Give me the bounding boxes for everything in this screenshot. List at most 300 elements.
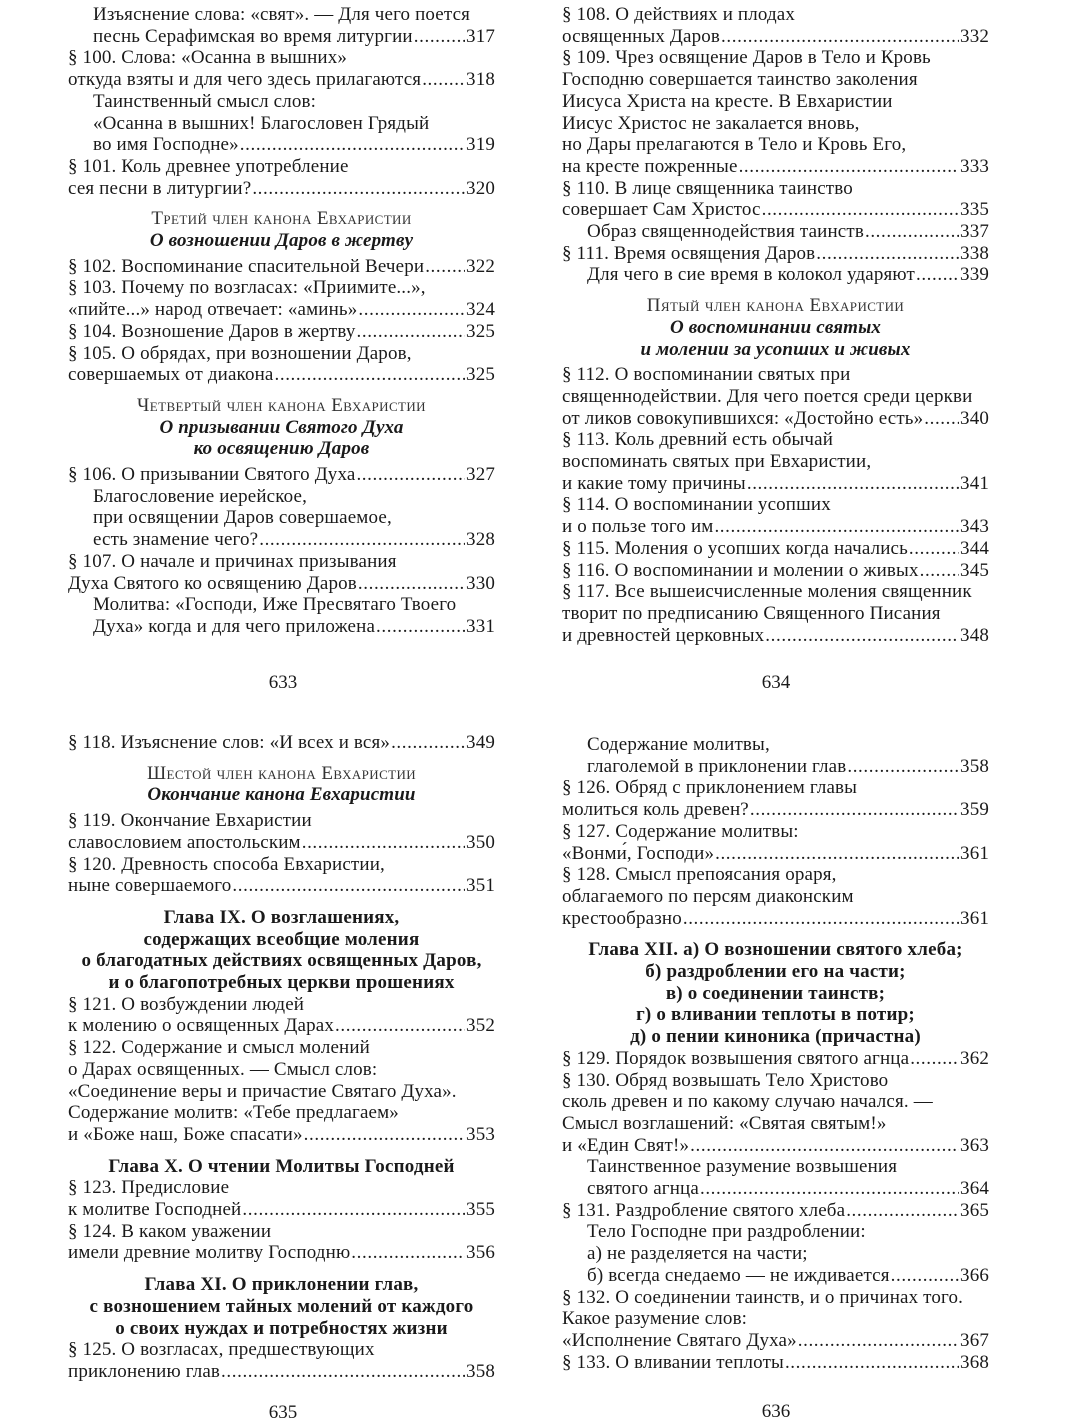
chapter-heading-line: Глава XII. а) О возношении святого хлеба; (588, 939, 963, 961)
entry-title-line: глаголемой в приклонении глав (587, 755, 847, 777)
entry-last-line (562, 516, 989, 538)
toc-entry[interactable] (562, 178, 989, 221)
toc-entry[interactable] (562, 47, 989, 177)
entry-title-line: на кресте пожренные (562, 155, 738, 177)
entry-title-line: воспоминать святых при Евхаристии, (562, 451, 872, 473)
chapter-heading-line: о благодатных действиях освященных Даров, (81, 950, 482, 972)
entry-title-line: § 117. Все вышеисчисленные моления священник (562, 581, 972, 603)
entry-title-line: § 110. В лице священника таинство (562, 177, 853, 199)
entry-title-line: к молитве Господней (68, 1199, 242, 1221)
toc-entry[interactable] (68, 47, 495, 90)
toc-page-635 (68, 732, 495, 1383)
entry-page-number: 344 (960, 537, 989, 559)
entry-page-number: 335 (960, 199, 989, 221)
section-heading-smallcaps: Пятый член канона Евхаристии (646, 295, 905, 317)
entry-page-number: 367 (960, 1329, 989, 1351)
chapter-heading (562, 939, 989, 1048)
entry-title-line: Духа» когда и для чего приложена (93, 615, 376, 637)
toc-entry[interactable] (562, 1200, 989, 1222)
section-heading (68, 763, 495, 806)
entry-page-number: 338 (960, 242, 989, 264)
entry-title-line: § 115. Моления о усопших когда начались (562, 537, 908, 559)
entry-title-line: § 131. Раздробление святого хлеба (562, 1199, 846, 1221)
entry-title-line: «Соединение веры и причастие Святаго Духа». (68, 1080, 457, 1102)
entry-last-line (68, 875, 495, 897)
toc-entry[interactable] (562, 1352, 989, 1374)
entry-title-line: святого агнца (587, 1178, 699, 1200)
toc-entry[interactable] (562, 864, 989, 929)
entry-title-line: к молению о освященных Дарах (68, 1015, 335, 1037)
entry-title-line: Духа Святого ко освящению Даров (68, 572, 357, 594)
entry-title-line: совершаемых от диакона (68, 364, 274, 386)
toc-entry[interactable] (562, 1156, 989, 1199)
dot-leader (358, 299, 465, 321)
entry-title-line: ныне совершаемого (68, 875, 232, 897)
entry-last-line (562, 908, 989, 930)
entry-page-number: 319 (466, 134, 495, 156)
dot-leader (242, 1199, 465, 1221)
entry-last-line (562, 473, 989, 495)
entry-page-number: 368 (960, 1351, 989, 1373)
entry-page-number: 364 (960, 1178, 989, 1200)
dot-leader (221, 1361, 465, 1383)
entry-title-line: «пийте...» народ отвечает: «аминь» (68, 299, 358, 321)
section-subtitle-line: и молении за усопших и живых (640, 338, 911, 360)
entry-last-line (68, 1199, 495, 1221)
dot-leader (391, 732, 465, 754)
entry-title-line: § 123. Предисловие (68, 1177, 230, 1199)
entry-last-line (562, 156, 989, 178)
entry-last-line (68, 464, 495, 486)
toc-page-633 (68, 4, 495, 638)
dot-leader (924, 408, 959, 430)
chapter-heading-line: д) о пении киноника (причастна) (630, 1026, 921, 1048)
entry-title-line: § 106. О призывании Святого Духа (68, 464, 356, 486)
dot-leader (910, 1048, 959, 1070)
dot-leader (690, 1135, 959, 1157)
entry-last-line (587, 1178, 989, 1200)
entry-title-line: «Вонми́, Господи» (562, 842, 715, 864)
entry-last-line (562, 538, 989, 560)
entry-title-line: § 113. Коль древний есть обычай (562, 429, 834, 451)
entry-title-line: крестообразно (562, 907, 682, 929)
entry-title-line: § 114. О воспоминании усопших (562, 494, 831, 516)
toc-entry[interactable] (68, 321, 495, 343)
dot-leader (715, 843, 959, 865)
dot-leader (909, 538, 959, 560)
chapter-heading (68, 1274, 495, 1339)
entry-last-line (562, 799, 989, 821)
dot-leader (700, 1178, 959, 1200)
dot-leader (847, 756, 959, 778)
dot-leader (240, 134, 465, 156)
dot-leader (762, 199, 959, 221)
dot-leader (798, 1330, 959, 1352)
entry-title-line: § 126. Обряд с приклонением главы (562, 777, 858, 799)
entry-last-line (562, 1200, 989, 1222)
entry-page-number: 351 (466, 875, 495, 897)
entry-title-line: § 108. О действиях и плодах (562, 4, 796, 25)
chapter-heading-line: б) раздроблении его на части; (645, 961, 906, 983)
section-heading (562, 295, 989, 360)
entry-last-line (562, 1352, 989, 1374)
entry-title-line: творит по предписанию Священного Писания (562, 602, 941, 624)
dot-leader (865, 221, 959, 243)
entry-last-line (68, 1361, 495, 1383)
entry-last-line (68, 69, 495, 91)
entry-page-number: 352 (466, 1015, 495, 1037)
entry-last-line (93, 616, 495, 638)
entry-last-line (68, 573, 495, 595)
entry-title-line: приклонению глав (68, 1360, 221, 1382)
toc-entry[interactable] (68, 464, 495, 486)
toc-entry[interactable] (68, 156, 495, 199)
entry-last-line (68, 299, 495, 321)
dot-leader (275, 364, 466, 386)
entry-last-line (562, 843, 989, 865)
entry-last-line (68, 832, 495, 854)
dot-leader (252, 178, 465, 200)
dot-leader (785, 1352, 959, 1374)
entry-title-line: молиться коль древен? (562, 799, 749, 821)
entry-title-line: § 130. Обряд возвышать Тело Христово (562, 1069, 889, 1091)
entry-last-line (587, 1265, 989, 1287)
entry-last-line (587, 221, 989, 243)
entry-title-line: § 125. О возгласах, предшествующих (68, 1339, 375, 1361)
toc-entry[interactable] (562, 221, 989, 243)
entry-title-line: Изъяснение слова: «свят». — Для чего поется (93, 4, 471, 25)
chapter-heading-line: с возношением тайных молений от каждого (89, 1295, 474, 1317)
page-number: 633 (268, 672, 298, 693)
dot-leader (765, 625, 959, 647)
entry-last-line (562, 408, 989, 430)
chapter-heading-line: г) о вливании теплоты в потир; (636, 1004, 915, 1026)
entry-last-line (93, 134, 495, 156)
entry-title-line: § 107. О начале и причинах призывания (68, 550, 397, 572)
toc-entry[interactable] (68, 91, 495, 156)
chapter-heading-line: Глава IX. О возглашениях, (163, 906, 400, 928)
page-number: 634 (761, 672, 791, 693)
entry-page-number: 362 (960, 1047, 989, 1069)
entry-title-line: § 133. О вливании теплоты (562, 1351, 784, 1373)
toc-entry[interactable] (562, 1221, 989, 1286)
entry-title-line: славословием апостольским (68, 831, 301, 853)
dot-leader (335, 1015, 465, 1037)
dot-leader (422, 69, 465, 91)
entry-title-line: § 109. Чрез освящение Даров в Тело и Кровь (562, 47, 931, 69)
dot-leader (351, 1242, 465, 1264)
entry-page-number: 333 (960, 155, 989, 177)
chapter-heading-line: о своих нуждах и потребностях жизни (115, 1317, 448, 1339)
toc-entry[interactable] (562, 494, 989, 537)
entry-last-line (562, 243, 989, 265)
entry-last-line (68, 732, 495, 754)
entry-title-line: «Исполнение Святаго Духа» (562, 1329, 797, 1351)
entry-title-line: б) всегда снедаемо — не иждивается (587, 1264, 890, 1286)
dot-leader (304, 1124, 465, 1146)
toc-entry[interactable] (68, 1177, 495, 1220)
entry-title-line: § 127. Содержание молитвы: (562, 820, 799, 842)
entry-title-line: § 121. О возбуждении людей (68, 993, 305, 1015)
entry-page-number: 328 (466, 529, 495, 551)
entry-last-line (68, 178, 495, 200)
entry-last-line (562, 560, 989, 582)
entry-page-number: 343 (960, 516, 989, 538)
entry-last-line (68, 321, 495, 343)
entry-page-number: 361 (960, 907, 989, 929)
entry-title-line: Какое разумение слов: (562, 1308, 748, 1330)
entry-last-line (68, 364, 495, 386)
entry-last-line (562, 199, 989, 221)
dot-leader (376, 616, 465, 638)
entry-page-number: 325 (466, 320, 495, 342)
entry-title-line: § 118. Изъяснение слов: «И всех и вся» (68, 732, 391, 753)
entry-page-number: 366 (960, 1264, 989, 1286)
entry-title-line: § 124. В каком уважении (68, 1220, 272, 1242)
toc-entry[interactable] (562, 1048, 989, 1070)
toc-entry[interactable] (562, 1287, 989, 1352)
entry-title-line: Смысл возглашений: «Святая святым!» (562, 1112, 887, 1134)
entry-title-line: Иисус Христос не закалается вновь, (562, 112, 860, 134)
section-subtitle-line: О возношении Даров в жертву (149, 230, 414, 252)
entry-title-line: при освящении Даров совершаемое, (93, 507, 392, 529)
dot-leader (816, 243, 959, 265)
entry-page-number: 340 (960, 407, 989, 429)
entry-last-line (93, 26, 495, 48)
entry-page-number: 365 (960, 1199, 989, 1221)
section-heading-smallcaps: Четвертый член канона Евхаристии (137, 394, 426, 416)
entry-page-number: 324 (466, 299, 495, 321)
toc-entry[interactable] (68, 732, 495, 754)
toc-page-634 (562, 4, 989, 646)
entry-page-number: 349 (466, 732, 495, 753)
toc-entry[interactable] (562, 538, 989, 560)
dot-leader (750, 799, 959, 821)
section-subtitle-line: О воспоминании святых (669, 316, 882, 338)
entry-title-line: и «Един Свят!» (562, 1134, 690, 1156)
entry-last-line (587, 756, 989, 778)
entry-title-line: § 100. Слова: «Осанна в вышних» (68, 47, 347, 69)
entry-page-number: 348 (960, 624, 989, 646)
entry-title-line: от ликов совокупившихся: «Достойно есть» (562, 407, 924, 429)
section-subtitle-line: Окончание канона Евхаристии (147, 784, 416, 806)
dot-leader (357, 321, 466, 343)
entry-title-line: откуда взяты и для чего здесь прилагаются (68, 69, 422, 91)
entry-title-line: священнодействии. Для чего поется среди церкви (562, 385, 973, 407)
entry-title-line: и какие тому причины (562, 472, 746, 494)
toc-entry[interactable] (562, 364, 989, 429)
toc-entry[interactable] (68, 1339, 495, 1382)
chapter-heading-line: Глава XI. О приклонении глав, (144, 1274, 419, 1296)
dot-leader (920, 560, 959, 582)
dot-leader (302, 832, 465, 854)
entry-title-line: и древностей церковных (562, 624, 765, 646)
entry-title-line: § 104. Возношение Даров в жертву (68, 320, 356, 342)
chapter-heading-line: Глава X. О чтении Молитвы Господней (108, 1155, 455, 1177)
entry-last-line (68, 1015, 495, 1037)
dot-leader (846, 1200, 959, 1222)
entry-page-number: 318 (466, 69, 495, 91)
toc-entry[interactable] (68, 854, 495, 897)
toc-page-636 (562, 734, 989, 1373)
entry-last-line (93, 529, 495, 551)
entry-last-line (68, 256, 495, 278)
toc-entry[interactable] (68, 551, 495, 594)
entry-page-number: 359 (960, 799, 989, 821)
toc-entry[interactable] (68, 994, 495, 1037)
dot-leader (891, 1265, 959, 1287)
entry-title-line: Молитва: «Господи, Иже Пресвятаго Твоего (93, 594, 457, 616)
entry-title-line: Тело Господне при раздроблении: (587, 1221, 866, 1243)
section-subtitle-line: О призывании Святого Духа (159, 416, 404, 438)
toc-entry[interactable] (562, 429, 989, 494)
entry-page-number: 320 (466, 177, 495, 199)
entry-title-line: сколь древен и по какому случаю начался. — (562, 1091, 933, 1113)
entry-title-line: Содержание молитвы, (587, 734, 770, 755)
chapter-heading-line: содержащих всеобщие моления (143, 928, 420, 950)
toc-entry[interactable] (68, 810, 495, 853)
dot-leader (259, 529, 465, 551)
entry-title-line: § 132. О соединении таинств, и о причинах того. (562, 1286, 964, 1308)
entry-title-line: но Дары прелагаются в Тело и Кровь Его, (562, 134, 907, 156)
entry-page-number: 325 (466, 364, 495, 386)
entry-title-line: и «Боже наш, Боже спасати» (68, 1123, 303, 1145)
dot-leader (739, 156, 959, 178)
section-heading-smallcaps: Шестой член канона Евхаристии (146, 762, 417, 784)
dot-leader (414, 26, 465, 48)
chapter-heading (68, 1156, 495, 1178)
entry-title-line: § 101. Коль древнее употребление (68, 155, 349, 177)
entry-last-line (562, 26, 989, 48)
entry-title-line: и о пользе того им (562, 516, 714, 538)
entry-title-line: а) не разделяется на части; (587, 1243, 808, 1265)
entry-page-number: 358 (466, 1360, 495, 1382)
toc-entry[interactable] (68, 343, 495, 386)
entry-title-line: § 129. Порядок возвышения святого агнца (562, 1047, 910, 1069)
entry-title-line: есть знамение чего? (93, 529, 259, 551)
toc-entry[interactable] (562, 821, 989, 864)
dot-leader (425, 256, 465, 278)
section-heading-smallcaps: Третий член канона Евхаристии (151, 208, 412, 230)
entry-title-line: Иисуса Христа на кресте. В Евхаристии (562, 90, 893, 112)
entry-page-number: 350 (466, 831, 495, 853)
toc-entry[interactable] (562, 777, 989, 820)
entry-title-line: § 105. О обрядах, при возношении Даров, (68, 342, 412, 364)
dot-leader (714, 516, 959, 538)
entry-page-number: 358 (960, 755, 989, 777)
toc-entry[interactable] (562, 243, 989, 265)
entry-page-number: 337 (960, 221, 989, 243)
entry-title-line: § 103. Почему по возгласах: «Приимите...», (68, 277, 426, 299)
page-number: 635 (268, 1402, 298, 1423)
entry-title-line: сея песни в литургии? (68, 177, 252, 199)
toc-entry[interactable] (562, 560, 989, 582)
entry-title-line: § 120. Древность способа Евхаристии, (68, 853, 385, 875)
toc-entry[interactable] (562, 1070, 989, 1157)
dot-leader (356, 464, 465, 486)
section-heading (68, 395, 495, 460)
entry-title-line: § 128. Смысл препоясания ораря, (562, 864, 837, 886)
dot-leader (721, 26, 959, 48)
entry-last-line (562, 625, 989, 647)
entry-title-line: имели древние молитву Господню (68, 1242, 351, 1264)
toc-entry[interactable] (562, 4, 989, 47)
entry-page-number: 330 (466, 572, 495, 594)
entry-title-line: § 122. Содержание и смысл молений (68, 1037, 371, 1059)
toc-entry[interactable] (562, 734, 989, 777)
entry-page-number: 341 (960, 472, 989, 494)
dot-leader (747, 473, 959, 495)
entry-title-line: во имя Господне» (93, 134, 239, 156)
entry-last-line (68, 1242, 495, 1264)
entry-page-number: 363 (960, 1134, 989, 1156)
toc-entry[interactable] (562, 581, 989, 646)
entry-page-number: 345 (960, 559, 989, 581)
entry-title-line: о Дарах освященных. — Смысл слов: (68, 1058, 378, 1080)
entry-page-number: 332 (960, 25, 989, 47)
toc-entry[interactable] (68, 4, 495, 47)
entry-title-line: Таинственный смысл слов: (93, 90, 317, 112)
toc-entry[interactable] (68, 1221, 495, 1264)
entry-title-line: Господню совершается таинство заколения (562, 69, 918, 91)
entry-title-line: Благословение иерейское, (93, 485, 308, 507)
entry-page-number: 361 (960, 842, 989, 864)
dot-leader (916, 264, 959, 286)
entry-last-line (562, 1135, 989, 1157)
section-heading (68, 208, 495, 251)
entry-page-number: 355 (466, 1199, 495, 1221)
entry-title-line: Таинственное разумение возвышения (587, 1156, 898, 1178)
entry-title-line: «Осанна в вышних! Благословен Грядый (93, 112, 430, 134)
toc-entry[interactable] (562, 264, 989, 286)
entry-last-line (562, 1048, 989, 1070)
toc-entry[interactable] (68, 1037, 495, 1146)
chapter-heading (68, 907, 495, 994)
entry-page-number: 353 (466, 1123, 495, 1145)
entry-title-line: песнь Серафимская во время литургии (93, 25, 413, 47)
entry-last-line (68, 1124, 495, 1146)
entry-page-number: 322 (466, 255, 495, 277)
entry-page-number: 327 (466, 464, 495, 486)
toc-entry[interactable] (68, 486, 495, 551)
entry-title-line: совершает Сам Христос (562, 199, 761, 221)
toc-entry[interactable] (68, 594, 495, 637)
chapter-heading-line: и о благопотребных церкви прошениях (108, 972, 455, 994)
entry-page-number: 317 (466, 25, 495, 47)
entry-title-line: облагаемого по персям диаконским (562, 885, 854, 907)
entry-title-line: § 102. Воспоминание спасительной Вечери (68, 255, 425, 277)
entry-page-number: 331 (466, 615, 495, 637)
entry-title-line: § 111. Время освящения Даров (562, 242, 816, 264)
entry-title-line: § 116. О воспоминании и молении о живых (562, 559, 919, 581)
toc-entry[interactable] (68, 277, 495, 320)
dot-leader (683, 908, 959, 930)
entry-title-line: Содержание молитв: «Тебе предлагаем» (68, 1102, 399, 1124)
entry-page-number: 356 (466, 1242, 495, 1264)
entry-last-line (587, 264, 989, 286)
entry-title-line: освященных Даров (562, 25, 721, 47)
entry-title-line: Образ священнодействия таинств (587, 221, 864, 243)
chapter-heading-line: в) о соединении таинств; (665, 982, 886, 1004)
dot-leader (358, 573, 465, 595)
dot-leader (232, 875, 465, 897)
entry-title-line: § 119. Окончание Евхаристии (68, 810, 312, 832)
entry-last-line (562, 1330, 989, 1352)
entry-title-line: § 112. О воспоминании святых при (562, 364, 851, 386)
entry-title-line: Для чего в сие время в колокол ударяют (587, 264, 915, 286)
toc-entry[interactable] (68, 256, 495, 278)
page-number: 636 (761, 1401, 791, 1422)
